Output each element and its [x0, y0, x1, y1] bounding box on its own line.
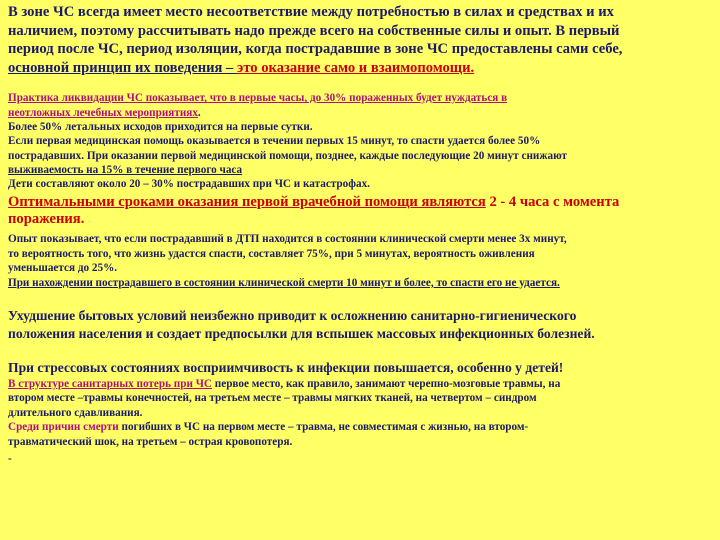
death-causes-line: травматический шок, на третьем – острая кровопотеря. — [8, 436, 293, 449]
living-conditions-paragraph — [8, 307, 712, 343]
losses-line — [8, 377, 712, 392]
clinical-death-line: Опыт показывает, что если пострадавший в ДТП находится в состоянии клинической смерти менее 3х минут, — [8, 233, 567, 246]
losses-line: длительного сдавливания. — [8, 406, 143, 419]
stress-paragraph — [8, 359, 712, 376]
intro-line — [8, 59, 712, 78]
losses-structure-paragraph — [8, 377, 712, 450]
living-conditions-line: Ухудшение бытовых условий неизбежно приводит к осложнению санитарно-гигиенического — [8, 308, 577, 324]
optimal-terms-line — [8, 194, 712, 211]
living-conditions-line: положения населения и создает предпосылки для вспышек массовых инфекционных болезней. — [8, 325, 595, 341]
intro-line: наличием, поэтому рассчитывать надо прежде всего на собственные силы и опыт. В первый — [8, 22, 620, 39]
clinical-death-paragraph — [8, 232, 712, 290]
practice-line — [8, 106, 712, 120]
intro-last-prefix: основной принцип их поведения – — [8, 59, 238, 76]
first-aid-line: Если первая медицинская помощь оказывается в течении первых 15 минут, то спасти удается более 50% — [8, 135, 541, 148]
death-causes-line — [8, 420, 712, 435]
losses-lead: В структуре санитарных потерь при ЧС — [8, 377, 212, 390]
death-causes-rest: погибших в ЧС на первом месте – травма, не совместимая с жизнью, на втором- — [118, 421, 529, 434]
losses-line: втором месте –травмы конечностей, на третьем месте – травмы мягких тканей, на четвертом – синдром — [8, 392, 537, 405]
optimal-terms-line: поражения. — [8, 211, 85, 228]
stress-line: При стрессовых состояниях восприимчивость к инфекции повышается, особенно у детей! — [8, 359, 564, 375]
practice-line-2-tail: . — [197, 106, 201, 119]
death-causes-lead: Среди причин смерти — [8, 421, 119, 434]
trailing-dash: - — [8, 452, 12, 465]
practice-line: Практика ликвидации ЧС показывает, что в первые часы, до 30% пораженных будет нуждаться в — [8, 92, 508, 105]
optimal-terms-highlight: 2 - 4 часа с момента — [485, 194, 620, 211]
losses-rest: первое место, как правило, занимают черепно-мозговые травмы, на — [212, 377, 561, 390]
first-aid-line: пострадавших. При оказании первой медицинской помощи, позднее, каждые последующие 20 минут снижают — [8, 149, 567, 162]
clinical-death-line: При нахождении пострадавшего в состоянии клинической смерти 10 минут и более, то спасти его не удается. — [8, 276, 560, 289]
clinical-death-line: то вероятность того, что жизнь удастся спасти, составляет 75%, при 5 минутах, вероятность оживления — [8, 247, 535, 260]
statistics-paragraph — [8, 91, 712, 191]
intro-paragraph — [8, 3, 712, 77]
optimal-terms-prefix: Оптимальными сроками оказания первой врачебной помощи являются — [8, 194, 486, 211]
intro-line: В зоне ЧС всегда имеет место несоответствие между потребностью в силах и средствах и их — [8, 4, 614, 20]
optimal-terms-paragraph — [8, 194, 712, 228]
clinical-death-line: уменьшается до 25%. — [8, 262, 118, 275]
intro-highlight: это оказание само и взаимопомощи. — [237, 59, 475, 76]
children-line: Дети составляют около 20 – 30% пострадавших при ЧС и катастрофах. — [8, 178, 370, 191]
intro-line: период после ЧС, период изоляции, когда пострадавшие в зоне ЧС предоставлены сами себе, — [8, 41, 623, 58]
survival-line: выживаемость на 15% в течение первого часа — [8, 163, 243, 176]
lethal-outcomes-line: Более 50% летальных исходов приходится на первые сутки. — [8, 120, 313, 133]
practice-line-2: неотложных лечебных мероприятиях — [8, 106, 198, 119]
